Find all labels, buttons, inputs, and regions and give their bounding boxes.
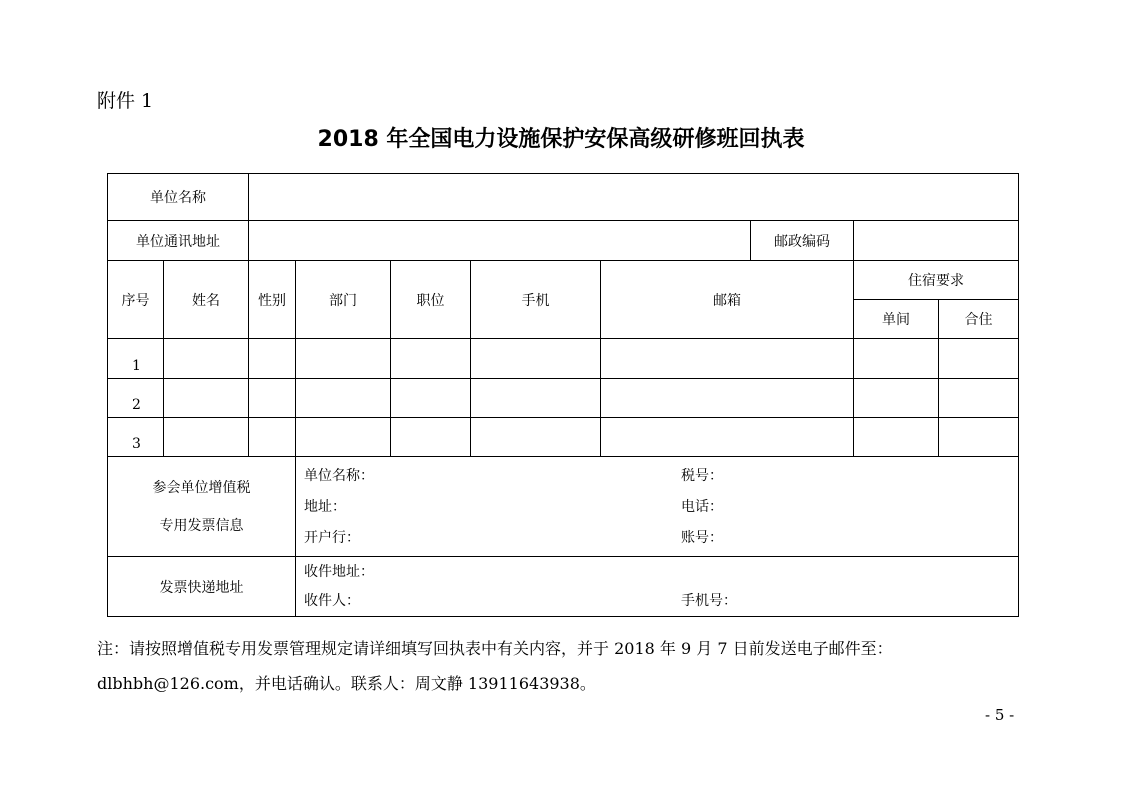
footnote-line2: dlbhbh@126.com，并电话确认。联系人：周文静 13911643938。 [97, 674, 596, 693]
col-position-header: 职位 [391, 261, 471, 339]
invoice-label [108, 457, 296, 557]
name-cell[interactable] [164, 339, 249, 379]
col-shared-header: 合住 [939, 300, 1019, 339]
phone-cell[interactable] [471, 339, 601, 379]
gender-cell[interactable] [249, 339, 296, 379]
name-cell[interactable] [164, 379, 249, 418]
delivery-mobile-label: 手机号： [681, 593, 737, 609]
col-email-header: 邮箱 [601, 261, 854, 339]
footnote [97, 631, 1037, 701]
unit-name-field[interactable] [249, 174, 1019, 221]
unit-address-row [108, 221, 1019, 261]
attachment-label: 附件 1 [97, 90, 154, 112]
delivery-row [108, 557, 1019, 617]
dept-cell[interactable] [296, 418, 391, 457]
email-cell[interactable] [601, 418, 854, 457]
name-cell[interactable] [164, 418, 249, 457]
position-cell[interactable] [391, 339, 471, 379]
invoice-tel-label: 电话： [681, 499, 723, 515]
position-cell[interactable] [391, 379, 471, 418]
table-row [108, 339, 1019, 379]
delivery-info-cell[interactable] [296, 557, 1019, 617]
shared-cell[interactable] [939, 418, 1019, 457]
table-row [108, 418, 1019, 457]
unit-name-label: 单位名称 [108, 174, 249, 221]
page-title: 2018 年全国电力设施保护安保高级研修班回执表 [317, 127, 805, 152]
col-phone-header: 手机 [471, 261, 601, 339]
shared-cell[interactable] [939, 339, 1019, 379]
single-cell[interactable] [854, 418, 939, 457]
invoice-label-line1: 参会单位增值税 [152, 479, 251, 496]
delivery-label: 发票快递地址 [108, 557, 296, 617]
shared-cell[interactable] [939, 379, 1019, 418]
postal-code-label: 邮政编码 [751, 221, 854, 261]
col-gender-header: 性别 [249, 261, 296, 339]
unit-address-label: 单位通讯地址 [108, 221, 249, 261]
gender-cell[interactable] [249, 379, 296, 418]
single-cell[interactable] [854, 339, 939, 379]
invoice-tax-no-label: 税号： [681, 468, 723, 484]
invoice-address-label: 地址： [304, 499, 346, 515]
email-cell[interactable] [601, 379, 854, 418]
phone-cell[interactable] [471, 418, 601, 457]
invoice-label-line2: 专用发票信息 [159, 517, 244, 534]
unit-address-field[interactable] [249, 221, 751, 261]
phone-cell[interactable] [471, 379, 601, 418]
invoice-info-cell[interactable] [296, 457, 1019, 557]
col-dept-header: 部门 [296, 261, 391, 339]
col-lodging-header: 住宿要求 [854, 261, 1019, 300]
col-seq-header: 序号 [108, 261, 164, 339]
page-number: - 5 - [985, 706, 1015, 724]
header-row [108, 261, 1019, 300]
dept-cell[interactable] [296, 379, 391, 418]
unit-name-row [108, 174, 1019, 221]
email-cell[interactable] [601, 339, 854, 379]
row-number: 2 [108, 379, 164, 418]
row-number: 3 [108, 418, 164, 457]
gender-cell[interactable] [249, 418, 296, 457]
delivery-address-label: 收件地址： [304, 564, 374, 580]
single-cell[interactable] [854, 379, 939, 418]
registration-form-table [107, 173, 1019, 617]
position-cell[interactable] [391, 418, 471, 457]
col-name-header: 姓名 [164, 261, 249, 339]
dept-cell[interactable] [296, 339, 391, 379]
row-number: 1 [108, 339, 164, 379]
table-row [108, 379, 1019, 418]
invoice-bank-label: 开户行： [304, 530, 360, 546]
invoice-account-label: 账号： [681, 530, 723, 546]
invoice-unit-name-label: 单位名称： [304, 468, 374, 484]
invoice-row [108, 457, 1019, 557]
footnote-line1: 注：请按照增值税专用发票管理规定请详细填写回执表中有关内容，并于 2018 年 9 月 7 日前发送电子邮件至： [97, 639, 893, 658]
col-single-header: 单间 [854, 300, 939, 339]
postal-code-field[interactable] [854, 221, 1019, 261]
delivery-receiver-label: 收件人： [304, 593, 360, 609]
